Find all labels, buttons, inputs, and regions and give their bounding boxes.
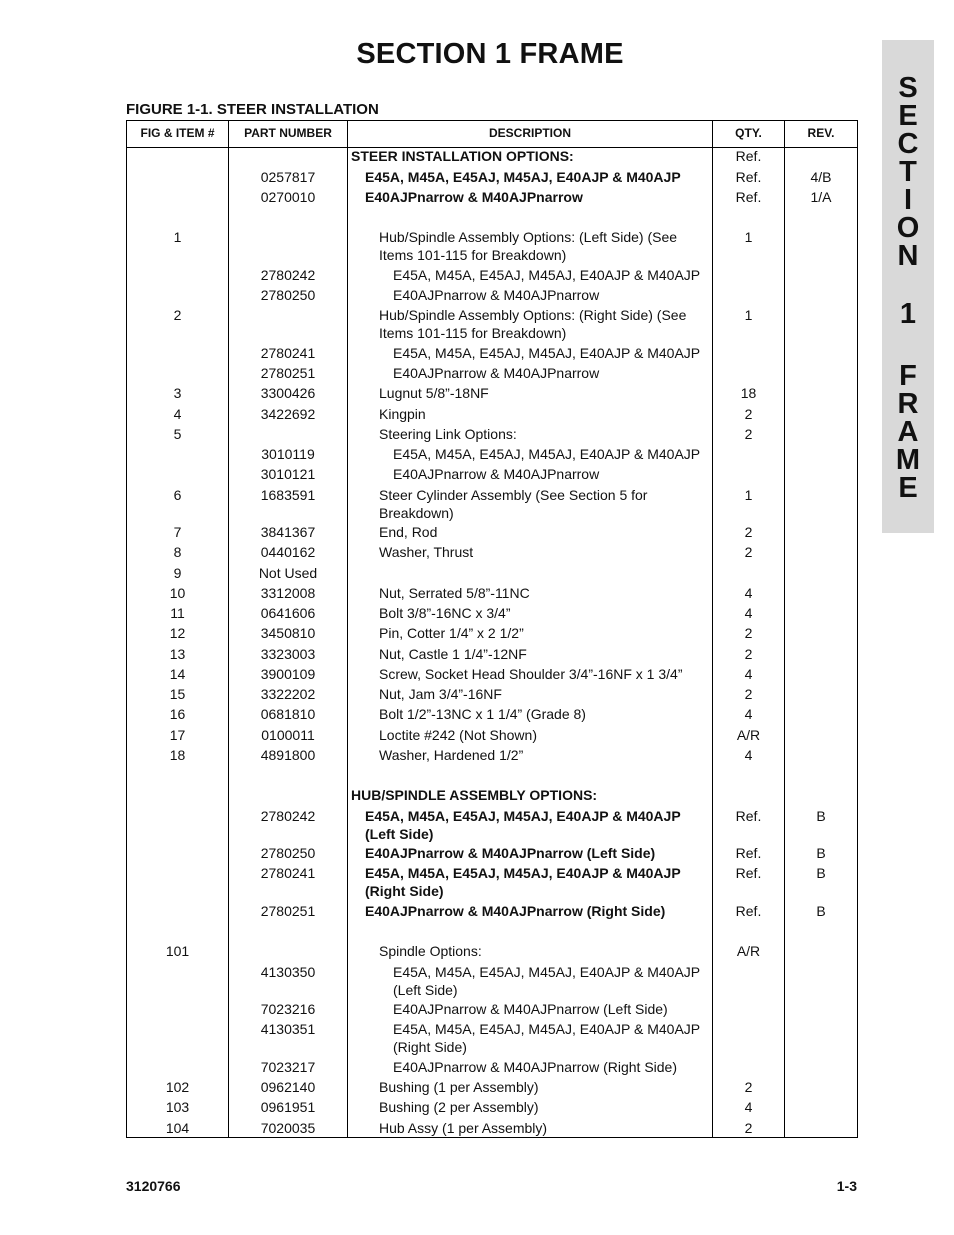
fig-item-cell: 18 (169, 747, 186, 763)
part-number-cell: 7020035 (260, 1120, 316, 1136)
document-number: 3120766 (126, 1178, 181, 1194)
description-cell: Bushing (2 per Assembly) (379, 1099, 539, 1115)
description-cell: E40AJPnarrow & M40AJPnarrow (393, 365, 600, 381)
qty-cell: 4 (744, 605, 753, 621)
fig-item-cell: 1 (173, 229, 182, 245)
description-cell: E45A, M45A, E45AJ, M45AJ, E40AJP & M40AJP (Right Side) (393, 1021, 700, 1055)
qty-cell: 2 (744, 426, 753, 442)
part-number-cell: 3323003 (260, 646, 316, 662)
side-tab-letter: E (898, 472, 918, 504)
description-cell: E45A, M45A, E45AJ, M45AJ, E40AJP & M40AJP (Left Side) (365, 808, 681, 842)
rev-cell: 4/B (810, 169, 832, 185)
description-cell: End, Rod (379, 524, 438, 540)
fig-item-cell: 4 (173, 406, 182, 422)
qty-cell: 1 (744, 307, 753, 323)
description-cell: E40AJPnarrow & M40AJPnarrow (Right Side) (393, 1059, 678, 1075)
qty-cell: 4 (744, 666, 753, 682)
description-cell: E40AJPnarrow & M40AJPnarrow (Left Side) (393, 1001, 668, 1017)
description-cell: E40AJPnarrow & M40AJPnarrow (393, 466, 600, 482)
part-number-cell: 3900109 (260, 666, 316, 682)
description-cell: Nut, Castle 1 1/4”-12NF (379, 646, 527, 662)
qty-cell: Ref. (735, 148, 762, 164)
fig-item-cell: 104 (165, 1120, 190, 1136)
description-cell: E45A, M45A, E45AJ, M45AJ, E40AJP & M40AJP (365, 169, 681, 185)
qty-cell: Ref. (735, 845, 762, 861)
part-number-cell: 2780250 (260, 287, 316, 303)
qty-cell: 2 (744, 524, 753, 540)
description-cell: E45A, M45A, E45AJ, M45AJ, E40AJP & M40AJP (Left Side) (393, 964, 700, 998)
qty-cell: 1 (744, 487, 753, 503)
qty-cell: 2 (744, 1120, 753, 1136)
side-tab-letter: 1 (899, 298, 917, 330)
part-number-cell: 0641606 (260, 605, 316, 621)
part-number-cell: 7023217 (260, 1059, 316, 1075)
side-tab-letter: N (897, 240, 919, 272)
fig-item-cell: 2 (173, 307, 182, 323)
description-cell: HUB/SPINDLE ASSEMBLY OPTIONS: (351, 787, 598, 803)
part-number-cell: 4130350 (260, 964, 316, 980)
description-cell: E45A, M45A, E45AJ, M45AJ, E40AJP & M40AJP (393, 446, 701, 462)
part-number-cell: 3841367 (260, 524, 316, 540)
part-number-cell: 2780242 (260, 808, 316, 824)
rev-cell: 1/A (810, 189, 832, 205)
header-rev: REV. (807, 126, 835, 140)
fig-item-cell: 103 (165, 1099, 190, 1115)
description-cell: Steer Cylinder Assembly (See Section 5 for Breakdown) (379, 487, 648, 521)
part-number-cell: 3422692 (260, 406, 316, 422)
rev-cell: B (816, 865, 826, 881)
fig-item-cell: 12 (169, 625, 186, 641)
figure-title: FIGURE 1-1. STEER INSTALLATION (126, 101, 379, 118)
fig-item-cell: 5 (173, 426, 182, 442)
section-side-tab (882, 40, 934, 533)
description-cell: Washer, Thrust (379, 544, 474, 560)
part-number-cell: 0961951 (260, 1099, 316, 1115)
part-number-cell: 7023216 (260, 1001, 316, 1017)
header-description: DESCRIPTION (488, 126, 571, 140)
description-cell: Kingpin (379, 406, 426, 422)
description-cell: Loctite #242 (Not Shown) (379, 727, 537, 743)
qty-cell: 18 (740, 385, 757, 401)
part-number-cell: 0681810 (260, 706, 316, 722)
part-number-cell: 0257817 (260, 169, 316, 185)
part-number-cell: 3300426 (260, 385, 316, 401)
description-cell: Screw, Socket Head Shoulder 3/4”-16NF x 1 3/4” (379, 666, 683, 682)
fig-item-cell: 15 (169, 686, 186, 702)
qty-cell: 2 (744, 625, 753, 641)
part-number-cell: 3312008 (260, 585, 316, 601)
qty-cell: 1 (744, 229, 753, 245)
part-number-cell: 4891800 (260, 747, 316, 763)
part-number-cell: 0100011 (261, 727, 315, 743)
rev-cell: B (816, 845, 826, 861)
description-cell: E40AJPnarrow & M40AJPnarrow (Right Side) (365, 903, 666, 919)
part-number-cell: 2780242 (260, 267, 316, 283)
fig-item-cell: 102 (165, 1079, 190, 1095)
side-tab-letter: S (898, 72, 918, 104)
description-cell: E45A, M45A, E45AJ, M45AJ, E40AJP & M40AJP (393, 345, 701, 361)
description-cell: E40AJPnarrow & M40AJPnarrow (Left Side) (365, 845, 656, 861)
header-qty: QTY. (735, 126, 762, 140)
description-cell: E40AJPnarrow & M40AJPnarrow (365, 189, 583, 205)
part-number-cell: Not Used (258, 565, 318, 581)
fig-item-cell: 7 (173, 524, 182, 540)
part-number-cell: 1683591 (260, 487, 316, 503)
qty-cell: 4 (744, 1099, 753, 1115)
side-tab-letter: R (897, 388, 919, 420)
description-cell: Pin, Cotter 1/4” x 2 1/2” (379, 625, 524, 641)
side-tab-letter: I (903, 184, 913, 216)
header-part-number: PART NUMBER (244, 126, 332, 140)
qty-cell: A/R (736, 727, 761, 743)
qty-cell: 4 (744, 706, 753, 722)
fig-item-cell: 16 (169, 706, 186, 722)
fig-item-cell: 101 (165, 943, 190, 959)
qty-cell: 2 (744, 544, 753, 560)
part-number-cell: 0440162 (260, 544, 316, 560)
qty-cell: Ref. (735, 808, 762, 824)
side-tab-letter: M (895, 444, 921, 476)
qty-cell: 2 (744, 406, 753, 422)
side-tab-letter: C (897, 128, 919, 160)
qty-cell: Ref. (735, 189, 762, 205)
description-cell: Bushing (1 per Assembly) (379, 1079, 539, 1095)
column-divider (784, 121, 785, 1137)
header-fig-item: FIG & ITEM # (140, 126, 215, 140)
description-cell: E45A, M45A, E45AJ, M45AJ, E40AJP & M40AJP (Right Side) (365, 865, 681, 899)
qty-cell: 2 (744, 646, 753, 662)
part-number-cell: 3010119 (261, 446, 315, 462)
qty-cell: Ref. (735, 865, 762, 881)
qty-cell: Ref. (735, 169, 762, 185)
part-number-cell: 0962140 (260, 1079, 316, 1095)
part-number-cell: 2780241 (260, 865, 316, 881)
column-divider (347, 121, 348, 1137)
side-tab-letter: T (899, 156, 917, 188)
part-number-cell: 3450810 (260, 625, 316, 641)
description-cell: Hub/Spindle Assembly Options: (Left Side) (See Items 101-115 for Breakdown) (379, 229, 678, 263)
fig-item-cell: 8 (173, 544, 182, 560)
part-number-cell: 2780251 (260, 903, 316, 919)
side-tab-letter: A (897, 416, 919, 448)
qty-cell: 2 (744, 1079, 753, 1095)
fig-item-cell: 10 (169, 585, 186, 601)
rev-cell: B (816, 903, 826, 919)
fig-item-cell: 17 (169, 727, 186, 743)
fig-item-cell: 11 (170, 605, 185, 621)
description-cell: Spindle Options: (379, 943, 482, 959)
description-cell: E45A, M45A, E45AJ, M45AJ, E40AJP & M40AJP (393, 267, 701, 283)
qty-cell: 4 (744, 585, 753, 601)
side-tab-letter: F (899, 360, 917, 392)
description-cell: STEER INSTALLATION OPTIONS: (351, 148, 574, 164)
part-number-cell: 2780241 (260, 345, 316, 361)
description-cell: Nut, Serrated 5/8”-11NC (379, 585, 530, 601)
table-header (127, 121, 857, 148)
qty-cell: A/R (736, 943, 761, 959)
fig-item-cell: 14 (169, 666, 186, 682)
qty-cell: Ref. (735, 903, 762, 919)
side-tab-letter: O (896, 212, 920, 244)
part-number-cell: 2780251 (260, 365, 316, 381)
part-number-cell: 3010121 (260, 466, 316, 482)
part-number-cell: 4130351 (260, 1021, 316, 1037)
description-cell: Steering Link Options: (379, 426, 517, 442)
description-cell: E40AJPnarrow & M40AJPnarrow (393, 287, 600, 303)
page-number: 1-3 (836, 1178, 857, 1194)
fig-item-cell: 3 (173, 385, 182, 401)
description-cell: Lugnut 5/8”-18NF (379, 385, 489, 401)
fig-item-cell: 13 (169, 646, 186, 662)
qty-cell: 4 (744, 747, 753, 763)
description-cell: Bolt 3/8”-16NC x 3/4” (379, 605, 511, 621)
fig-item-cell: 6 (173, 487, 182, 503)
part-number-cell: 2780250 (260, 845, 316, 861)
description-cell: Hub/Spindle Assembly Options: (Right Side) (See Items 101-115 for Breakdown) (379, 307, 687, 341)
qty-cell: 2 (744, 686, 753, 702)
fig-item-cell: 9 (173, 565, 182, 581)
description-cell: Bolt 1/2”-13NC x 1 1/4” (Grade 8) (379, 706, 586, 722)
section-title: SECTION 1 FRAME (356, 38, 624, 70)
part-number-cell: 0270010 (260, 189, 316, 205)
side-tab-letter: E (898, 100, 918, 132)
parts-table (126, 120, 858, 1138)
description-cell: Hub Assy (1 per Assembly) (379, 1120, 548, 1136)
rev-cell: B (816, 808, 826, 824)
description-cell: Nut, Jam 3/4”-16NF (379, 686, 502, 702)
description-cell: Washer, Hardened 1/2” (379, 747, 524, 763)
part-number-cell: 3322202 (260, 686, 316, 702)
